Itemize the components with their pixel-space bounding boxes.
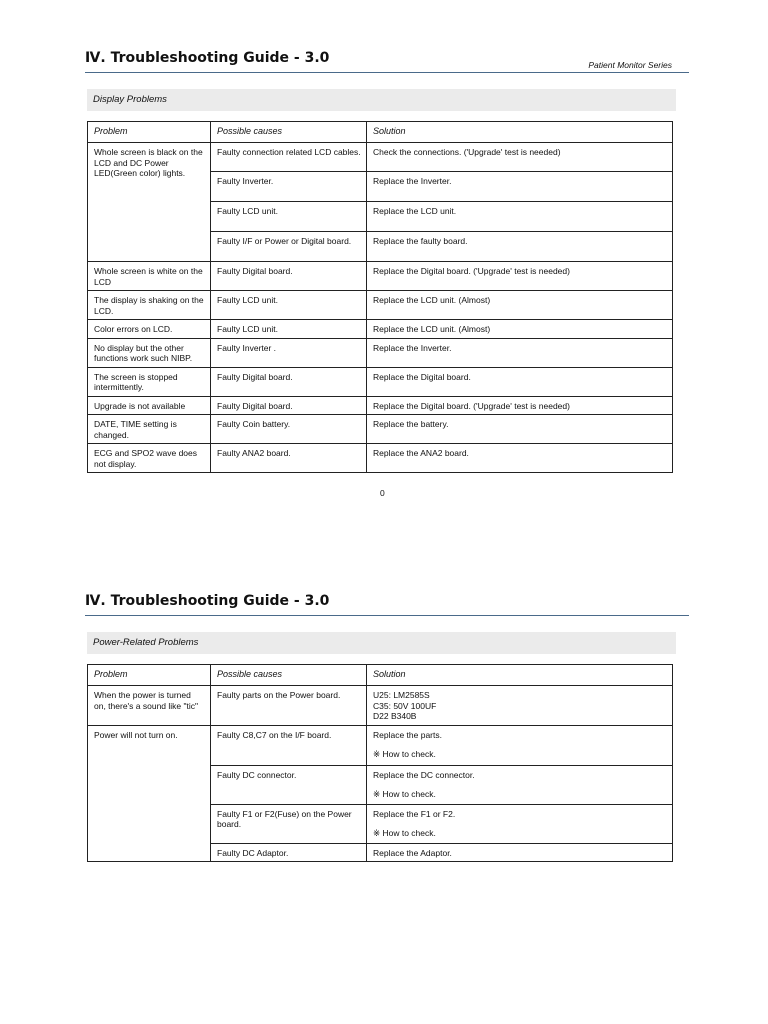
table-row [88, 396, 673, 415]
page1-title: Ⅳ. Troubleshooting Guide - 3.0 [85, 50, 330, 66]
solution-cell [367, 804, 673, 843]
solution-cell: Replace the Inverter. [367, 172, 673, 202]
solution-cell [367, 725, 673, 765]
table-row [88, 367, 673, 396]
problem-cell: Whole screen is white on the LCD [88, 262, 211, 291]
solution-text: Replace the DC connector. [373, 769, 475, 780]
problem-cell: ECG and SPO2 wave does not display. [88, 444, 211, 473]
cause-cell: Faulty LCD unit. [211, 202, 367, 232]
part-line: D22 B340B [373, 711, 417, 721]
solution-cell [367, 765, 673, 804]
table-row [88, 320, 673, 339]
page2-title-rule [85, 615, 689, 616]
cause-cell: Faulty C8,C7 on the I/F board. [211, 725, 367, 765]
page2-troubleshooting-table [87, 664, 673, 862]
problem-cell: No display but the other functions work such NIBP. [88, 338, 211, 367]
cause-cell: Faulty Digital board. [211, 396, 367, 415]
page-number: 0 [380, 488, 385, 498]
page1-series-label: Patient Monitor Series [588, 60, 672, 70]
problem-cell: Power will not turn on. [88, 725, 211, 862]
cause-cell: Faulty Digital board. [211, 367, 367, 396]
solution-cell: Replace the battery. [367, 415, 673, 444]
problem-cell: The screen is stopped intermittently. [88, 367, 211, 396]
cause-cell: Faulty I/F or Power or Digital board. [211, 232, 367, 262]
solution-cell [367, 686, 673, 726]
header-possible-causes: Possible causes [211, 122, 367, 143]
table-row [88, 444, 673, 473]
problem-cell: Whole screen is black on the LCD and DC Power LED(Green color) lights. [88, 143, 211, 262]
header-problem: Problem [88, 665, 211, 686]
solution-cell: Replace the ANA2 board. [367, 444, 673, 473]
cause-cell: Faulty DC connector. [211, 765, 367, 804]
solution-text: Replace the F1 or F2. [373, 808, 456, 819]
problem-cell: DATE, TIME setting is changed. [88, 415, 211, 444]
problem-cell: The display is shaking on the LCD. [88, 291, 211, 320]
solution-text: Replace the parts. [373, 729, 442, 740]
table-row [88, 291, 673, 320]
solution-cell: Replace the LCD unit. [367, 202, 673, 232]
solution-cell: Replace the Inverter. [367, 338, 673, 367]
how-to-check-note: ※ How to check. [373, 789, 436, 799]
problem-cell: When the power is turned on, there's a sound like "tic" [88, 686, 211, 726]
table-header-row [88, 122, 673, 143]
page1-title-rule [85, 72, 689, 73]
problem-cell: Color errors on LCD. [88, 320, 211, 339]
header-possible-causes: Possible causes [211, 665, 367, 686]
cause-cell: Faulty Inverter . [211, 338, 367, 367]
cause-cell: Faulty connection related LCD cables. [211, 143, 367, 172]
header-solution: Solution [367, 665, 673, 686]
solution-cell: Replace the Digital board. ('Upgrade' test is needed) [367, 262, 673, 291]
cause-cell: Faulty parts on the Power board. [211, 686, 367, 726]
table-header-row [88, 665, 673, 686]
table-row [88, 338, 673, 367]
solution-cell: Replace the Adaptor. [367, 843, 673, 862]
how-to-check-note: ※ How to check. [373, 828, 436, 838]
page2-section-bar: Power-Related Problems [87, 632, 676, 654]
table-row [88, 415, 673, 444]
page1-troubleshooting-table [87, 121, 673, 473]
cause-cell: Faulty Inverter. [211, 172, 367, 202]
header-problem: Problem [88, 122, 211, 143]
cause-cell: Faulty Coin battery. [211, 415, 367, 444]
solution-cell: Replace the LCD unit. (Almost) [367, 320, 673, 339]
cause-cell: Faulty Digital board. [211, 262, 367, 291]
header-solution: Solution [367, 122, 673, 143]
cause-cell: Faulty F1 or F2(Fuse) on the Power board. [211, 804, 367, 843]
solution-cell: Replace the faulty board. [367, 232, 673, 262]
table-row [88, 686, 673, 726]
table-row [88, 725, 673, 765]
cause-cell: Faulty ANA2 board. [211, 444, 367, 473]
table-row [88, 143, 673, 172]
solution-cell: Check the connections. ('Upgrade' test is needed) [367, 143, 673, 172]
solution-cell: Replace the Digital board. ('Upgrade' test is needed) [367, 396, 673, 415]
solution-cell: Replace the LCD unit. (Almost) [367, 291, 673, 320]
solution-cell: Replace the Digital board. [367, 367, 673, 396]
problem-cell: Upgrade is not available [88, 396, 211, 415]
how-to-check-note: ※ How to check. [373, 749, 436, 759]
cause-cell: Faulty DC Adaptor. [211, 843, 367, 862]
page2-title: Ⅳ. Troubleshooting Guide - 3.0 [85, 593, 330, 609]
cause-cell: Faulty LCD unit. [211, 291, 367, 320]
page1-section-bar: Display Problems [87, 89, 676, 111]
cause-cell: Faulty LCD unit. [211, 320, 367, 339]
part-line: C35: 50V 100UF [373, 700, 437, 711]
table-row [88, 262, 673, 291]
part-line: U25: LM2585S [373, 690, 430, 700]
